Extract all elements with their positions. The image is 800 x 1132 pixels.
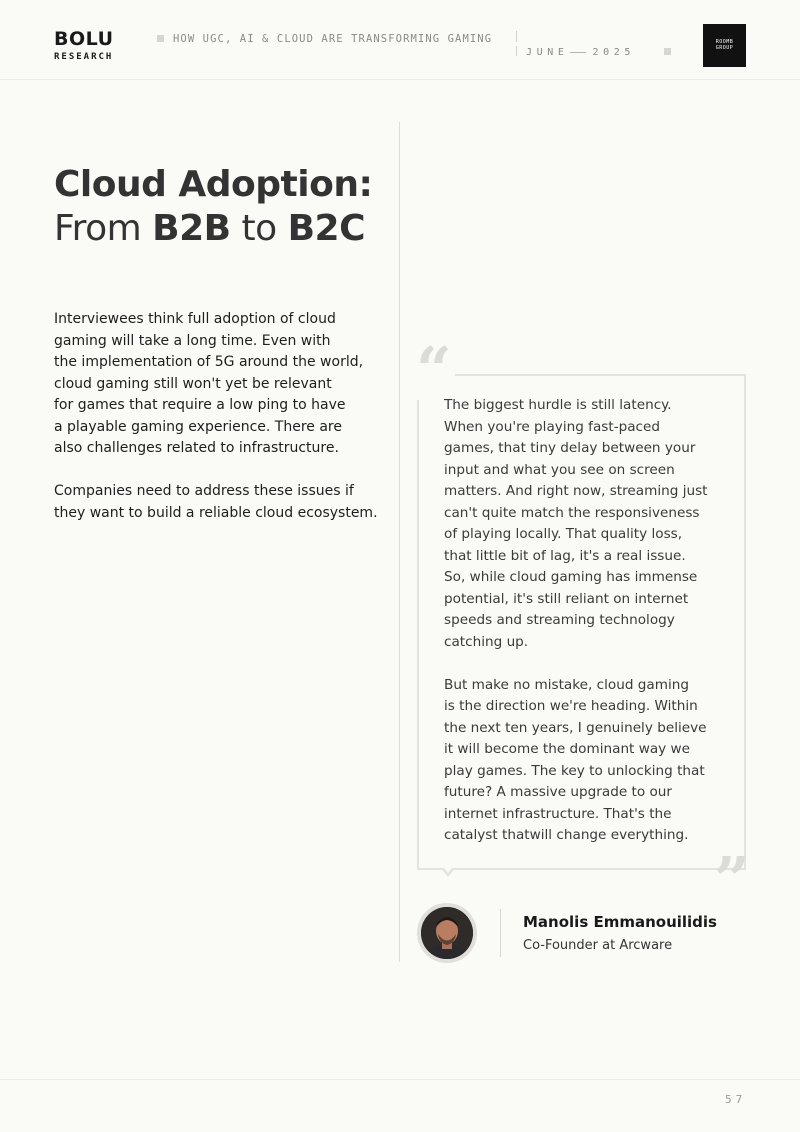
person-portrait-icon — [421, 907, 473, 959]
footer-rule — [0, 1079, 800, 1080]
header-separator — [516, 31, 517, 42]
title-from: From — [54, 208, 153, 249]
roomb-group-logo — [703, 24, 746, 67]
partner-logo-line: ROOMB — [715, 39, 734, 45]
page-title — [54, 163, 394, 251]
body-text — [54, 309, 394, 546]
open-quote-icon: “ — [413, 340, 455, 400]
partner-logo-line: GROUP — [715, 45, 734, 51]
header-separator — [516, 46, 517, 56]
dash-icon — [570, 52, 586, 53]
square-marker-icon — [664, 48, 671, 55]
close-quote-icon: ” — [714, 843, 750, 916]
logo-subtitle: RESEARCH — [54, 52, 114, 62]
title-line-1: Cloud Adoption: — [54, 164, 373, 205]
body-paragraph: Companies need to address these issues if they want to build a reliable cloud ecosystem. — [54, 483, 378, 521]
title-b2c: B2C — [287, 208, 366, 249]
speaker-name: Manolis Emmanouilidis — [523, 913, 717, 931]
avatar-photo — [421, 907, 473, 959]
report-date — [526, 47, 635, 58]
bolu-research-logo — [54, 30, 114, 62]
body-paragraph: Interviewees think full adoption of cloud gaming will take a long time. Even with the implementation of 5G around the world, cloud gaming still won't yet be relevant for games that require a low ping to have a playable gaming experience. There are also challenges related to infrastructure. — [54, 311, 364, 456]
page-header — [0, 0, 800, 80]
speech-tail-inner — [444, 868, 452, 873]
title-to: to — [230, 208, 288, 249]
date-year: 2025 — [592, 47, 635, 58]
logo-wordmark: BOLU — [54, 28, 114, 50]
column-divider — [399, 122, 400, 962]
title-b2b: B2B — [152, 208, 231, 249]
date-month: JUNE — [526, 47, 569, 58]
quote-paragraph: The biggest hurdle is still latency. When you're playing fast-paced games, that tiny delay between your input and what you see on screen matters. And right now, streaming just can't quite match the responsiveness of playing locally. That quality loss, that little bit of lag, it's a real issue. So, while cloud gaming has immense potential, it's still reliant on internet speeds and streaming technology catching up. — [444, 397, 708, 650]
report-title: HOW UGC, AI & CLOUD ARE TRANSFORMING GAMING — [173, 33, 493, 45]
avatar — [417, 903, 477, 963]
title-line-2 — [54, 207, 394, 251]
square-marker-icon — [157, 35, 164, 42]
attribution-separator — [500, 909, 501, 957]
speaker-role: Co-Founder at Arcware — [523, 938, 673, 953]
quote-paragraph: But make no mistake, cloud gaming is the direction we're heading. Within the next ten years, I genuinely believe it will become the dominant way we play games. The key to unlocking that future? A massive upgrade to our internet infrastructure. That's the catalyst thatwill change everything. — [444, 676, 707, 843]
page-number: 57 — [725, 1093, 747, 1106]
quote-text — [444, 395, 734, 868]
